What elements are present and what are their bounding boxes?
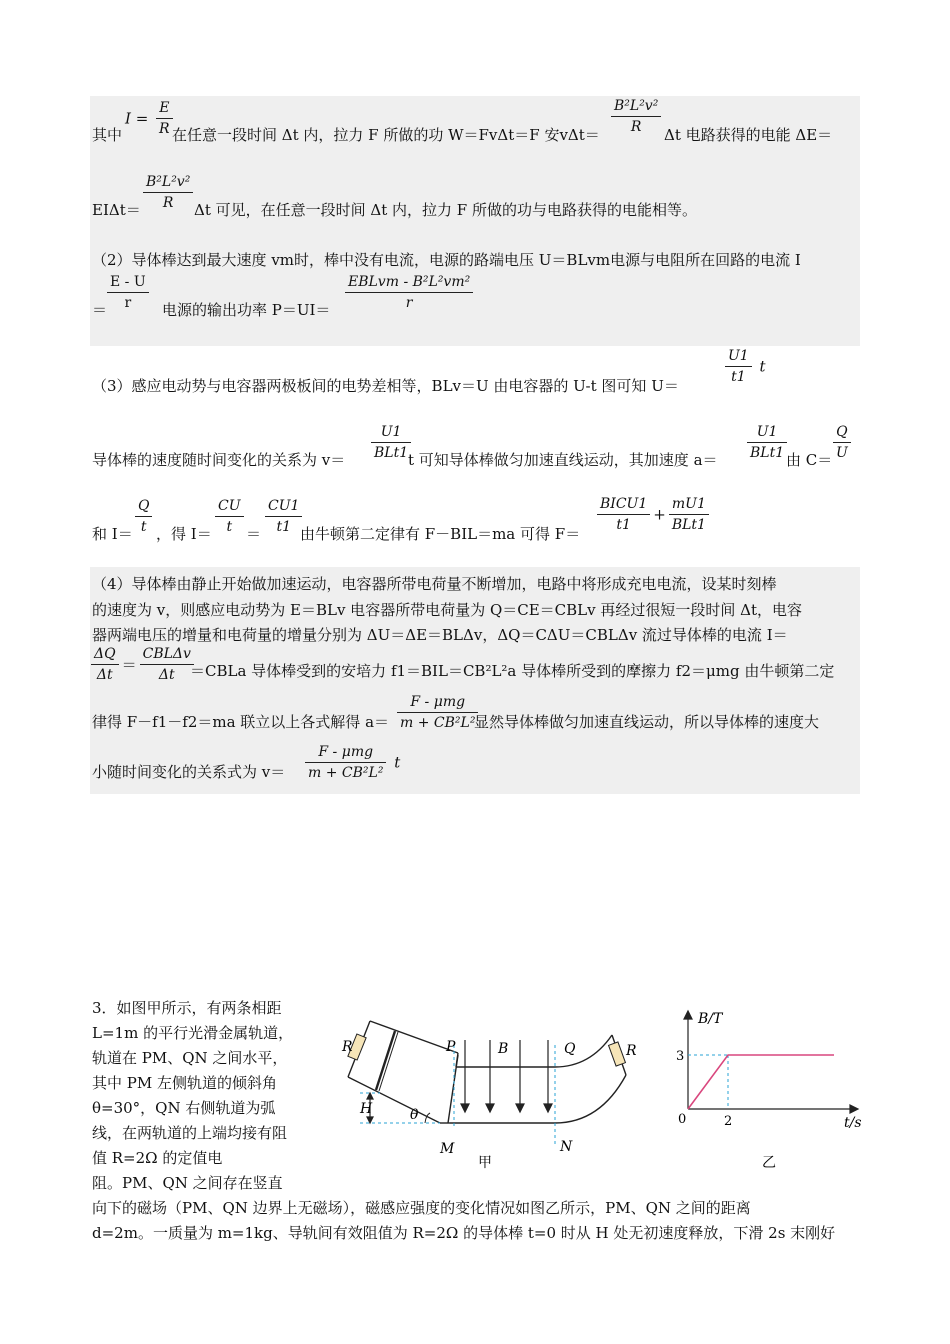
den: R (159, 121, 170, 137)
text: 器两端电压的增量和电荷量的增量分别为 ΔU＝ΔE＝BLΔv，ΔQ＝CΔU＝CBLΔv 流过导体棒的电流 I＝ (92, 626, 788, 644)
text: （3）感应电动势与电容器两极板间的电势差相等，BLv＝U 由电容器的 U-t 图可知 U＝ (92, 377, 679, 395)
text: 导体棒的速度随时间变化的关系为 v＝ (92, 451, 346, 469)
q3-line: 线，在两轨道的上端均接有阻 (92, 1124, 288, 1142)
den: r (124, 295, 132, 311)
label-theta: θ (410, 1107, 419, 1123)
part3-line3b (156, 524, 212, 544)
num: Q (135, 498, 152, 517)
part1-line1 (92, 125, 122, 145)
label-R-left: R (342, 1039, 353, 1055)
text: （2）导体棒达到最大速度 vm时，棒中没有电流，电源的路端电压 U＝BLvm电源与电阻所在回路的电流 I (92, 251, 801, 269)
caption-jia: 甲 (478, 1155, 492, 1171)
text: ＝ (92, 301, 108, 319)
frac-Icu (212, 498, 247, 535)
part3-line2a (92, 450, 345, 470)
den: BLt1 (374, 445, 409, 461)
x-tick-2: 2 (724, 1114, 733, 1129)
label-P: P (446, 1039, 456, 1055)
frac-v-solution (302, 744, 400, 781)
frac-a-solution (394, 694, 481, 731)
part2-line2b (162, 300, 330, 320)
part4-line3 (92, 625, 788, 645)
num: Q (833, 424, 851, 443)
frac-a (744, 424, 790, 461)
text: 电源的输出功率 P＝UI＝ (162, 301, 331, 319)
num: E - U (107, 274, 149, 293)
num: B²L²v² (143, 174, 193, 193)
den: BLt1 (750, 445, 785, 461)
q3-line: 3．如图甲所示，有两条相距 (92, 999, 282, 1017)
part4-line6a (92, 762, 285, 782)
den: U (836, 445, 848, 461)
text: 的速度为 v，则感应电动势为 E＝BLv 电容器所带电荷量为 Q＝CE＝CBLv 再经过很短一段时间 Δt，电容 (92, 601, 803, 619)
num: mU1 (669, 496, 709, 515)
label-R-right: R (626, 1043, 637, 1059)
eq: ＝ (121, 656, 137, 674)
den: r (405, 295, 413, 311)
text: （4）导体棒由静止开始做加速运动，电容器所带电荷量不断增加，电路中将形成充电电流，设某时刻棒 (92, 575, 777, 593)
num: F - μmg (305, 744, 386, 763)
frac-C (830, 424, 854, 461)
q3-line: d=2m。一质量为 m=1kg、导轨间有效阻值为 R=2Ω 的导体棒 t=0 时从 H 处无初速度释放，下滑 2s 末刚好 (92, 1224, 836, 1242)
text: t 可知导体棒做匀加速直线运动，其加速度 a＝ (408, 451, 718, 469)
caption-yi: 乙 (762, 1155, 776, 1171)
text: ＝CBLa 导体棒受到的安培力 f1＝BIL＝CB²L²a 导体棒所受到的摩擦力 f2＝μmg 由牛顿第二定 (190, 662, 835, 680)
den: R (630, 119, 642, 135)
den: R (162, 195, 174, 211)
part3-line1 (92, 376, 679, 396)
part3-line3a (92, 524, 133, 544)
frac-F (594, 496, 712, 533)
frac-P (342, 274, 476, 311)
text: 律得 F－f1－f2＝ma 联立以上各式解得 a＝ (92, 713, 390, 731)
tail: t (394, 753, 401, 772)
text: 由牛顿第二定律有 F－BIL＝ma 可得 F＝ (300, 525, 581, 543)
figure-yi (670, 1005, 870, 1175)
label-H: H (360, 1101, 373, 1117)
q3-line: 值 R=2Ω 的定值电 (92, 1149, 223, 1167)
part1-line2a (92, 200, 141, 220)
part4-line2 (92, 600, 802, 620)
num: ΔQ (91, 646, 119, 665)
y-tick-3: 3 (676, 1049, 685, 1064)
frac-I-E-R (125, 100, 176, 137)
num: U1 (725, 348, 752, 367)
num: U1 (371, 424, 411, 443)
lhs: I = (125, 109, 149, 128)
origin-0: 0 (678, 1112, 687, 1127)
text: Δt 电路获得的电能 ΔE＝ (664, 126, 833, 144)
text: EIΔt＝ (92, 201, 141, 219)
text: 由 C＝ (786, 451, 833, 469)
frac-U1-t1 (722, 348, 766, 385)
text: 显然导体棒做匀加速直线运动，所以导体棒的速度大 (474, 713, 820, 731)
q3-line: L=1m 的平行光滑金属轨道， (92, 1024, 294, 1042)
plus: + (653, 505, 666, 524)
num: CBLΔv (140, 646, 194, 665)
text: 在任意一段时间 Δt 内，拉力 F 所做的功 W＝FvΔt＝F 安vΔt＝ (172, 126, 600, 144)
resistor-right (609, 1042, 626, 1066)
part4-line5a (92, 712, 389, 732)
tail: t (759, 357, 766, 376)
question-3-text (92, 996, 302, 1196)
part2-line1 (92, 250, 801, 270)
part1-line2b (194, 200, 697, 220)
part4-line5b (474, 712, 819, 732)
label-Q: Q (564, 1041, 576, 1057)
num: E (156, 100, 173, 119)
den: t1 (276, 519, 291, 535)
den: BLt1 (671, 517, 706, 533)
part1-line1b (172, 125, 600, 145)
text: 和 I＝ (92, 525, 133, 543)
q3-line: 其中 PM 左侧轨道的倾斜角 (92, 1074, 277, 1092)
num: B²L²v² (611, 98, 661, 117)
part3-line2b (408, 450, 718, 470)
question-3-rest (92, 1196, 862, 1246)
frac-E (140, 174, 196, 211)
label-B: B (498, 1041, 509, 1057)
text: 其中 (92, 126, 123, 144)
num: CU1 (265, 498, 302, 517)
den: t (140, 519, 147, 535)
num: CU (215, 498, 244, 517)
part3-line2c (786, 450, 832, 470)
text: Δt 可见，在任意一段时间 Δt 内，拉力 F 所做的功与电路获得的电能相等。 (194, 201, 697, 219)
frac-dQ-CBL (88, 646, 197, 683)
b-t-curve (688, 1055, 834, 1109)
frac-Iq (132, 498, 155, 535)
q3-line: 向下的磁场（PM、QN 边界上无磁场），磁感应强度的变化情况如图乙所示，PM、QN 之间的距离 (92, 1199, 751, 1217)
x-axis-label: t/s (844, 1115, 862, 1131)
den: t1 (616, 517, 631, 533)
label-N: N (560, 1139, 573, 1155)
label-M: M (440, 1141, 455, 1157)
den: m + CB²L² (400, 715, 476, 731)
frac-Icu1 (262, 498, 305, 535)
text: ，得 I＝ (156, 525, 212, 543)
den: Δt (96, 667, 113, 683)
text: ＝ (246, 525, 262, 543)
q3-line: θ=30°，QN 右侧轨道为弧 (92, 1099, 276, 1117)
num: U1 (747, 424, 787, 443)
part3-line3d (300, 524, 580, 544)
frac-I-EU-r (104, 274, 152, 311)
num: EBLvm - B²L²vm² (345, 274, 473, 293)
den: Δt (158, 667, 175, 683)
y-axis-label: B/T (698, 1011, 723, 1027)
den: t (226, 519, 233, 535)
part4-line1 (92, 574, 777, 594)
num: F - μmg (397, 694, 478, 713)
figure-jia (330, 1015, 660, 1175)
den: m + CB²L² (308, 765, 384, 781)
q3-line: 轨道在 PM、QN 之间水平， (92, 1049, 288, 1067)
q3-line: 阻。PM、QN 之间存在竖直 (92, 1174, 283, 1192)
den: t1 (731, 369, 746, 385)
part4-line4b (190, 661, 834, 681)
num: BICU1 (597, 496, 650, 515)
text: 小随时间变化的关系式为 v＝ (92, 763, 286, 781)
part3-line3c (246, 524, 261, 544)
frac-W (608, 98, 664, 135)
part1-line1c (664, 125, 832, 145)
